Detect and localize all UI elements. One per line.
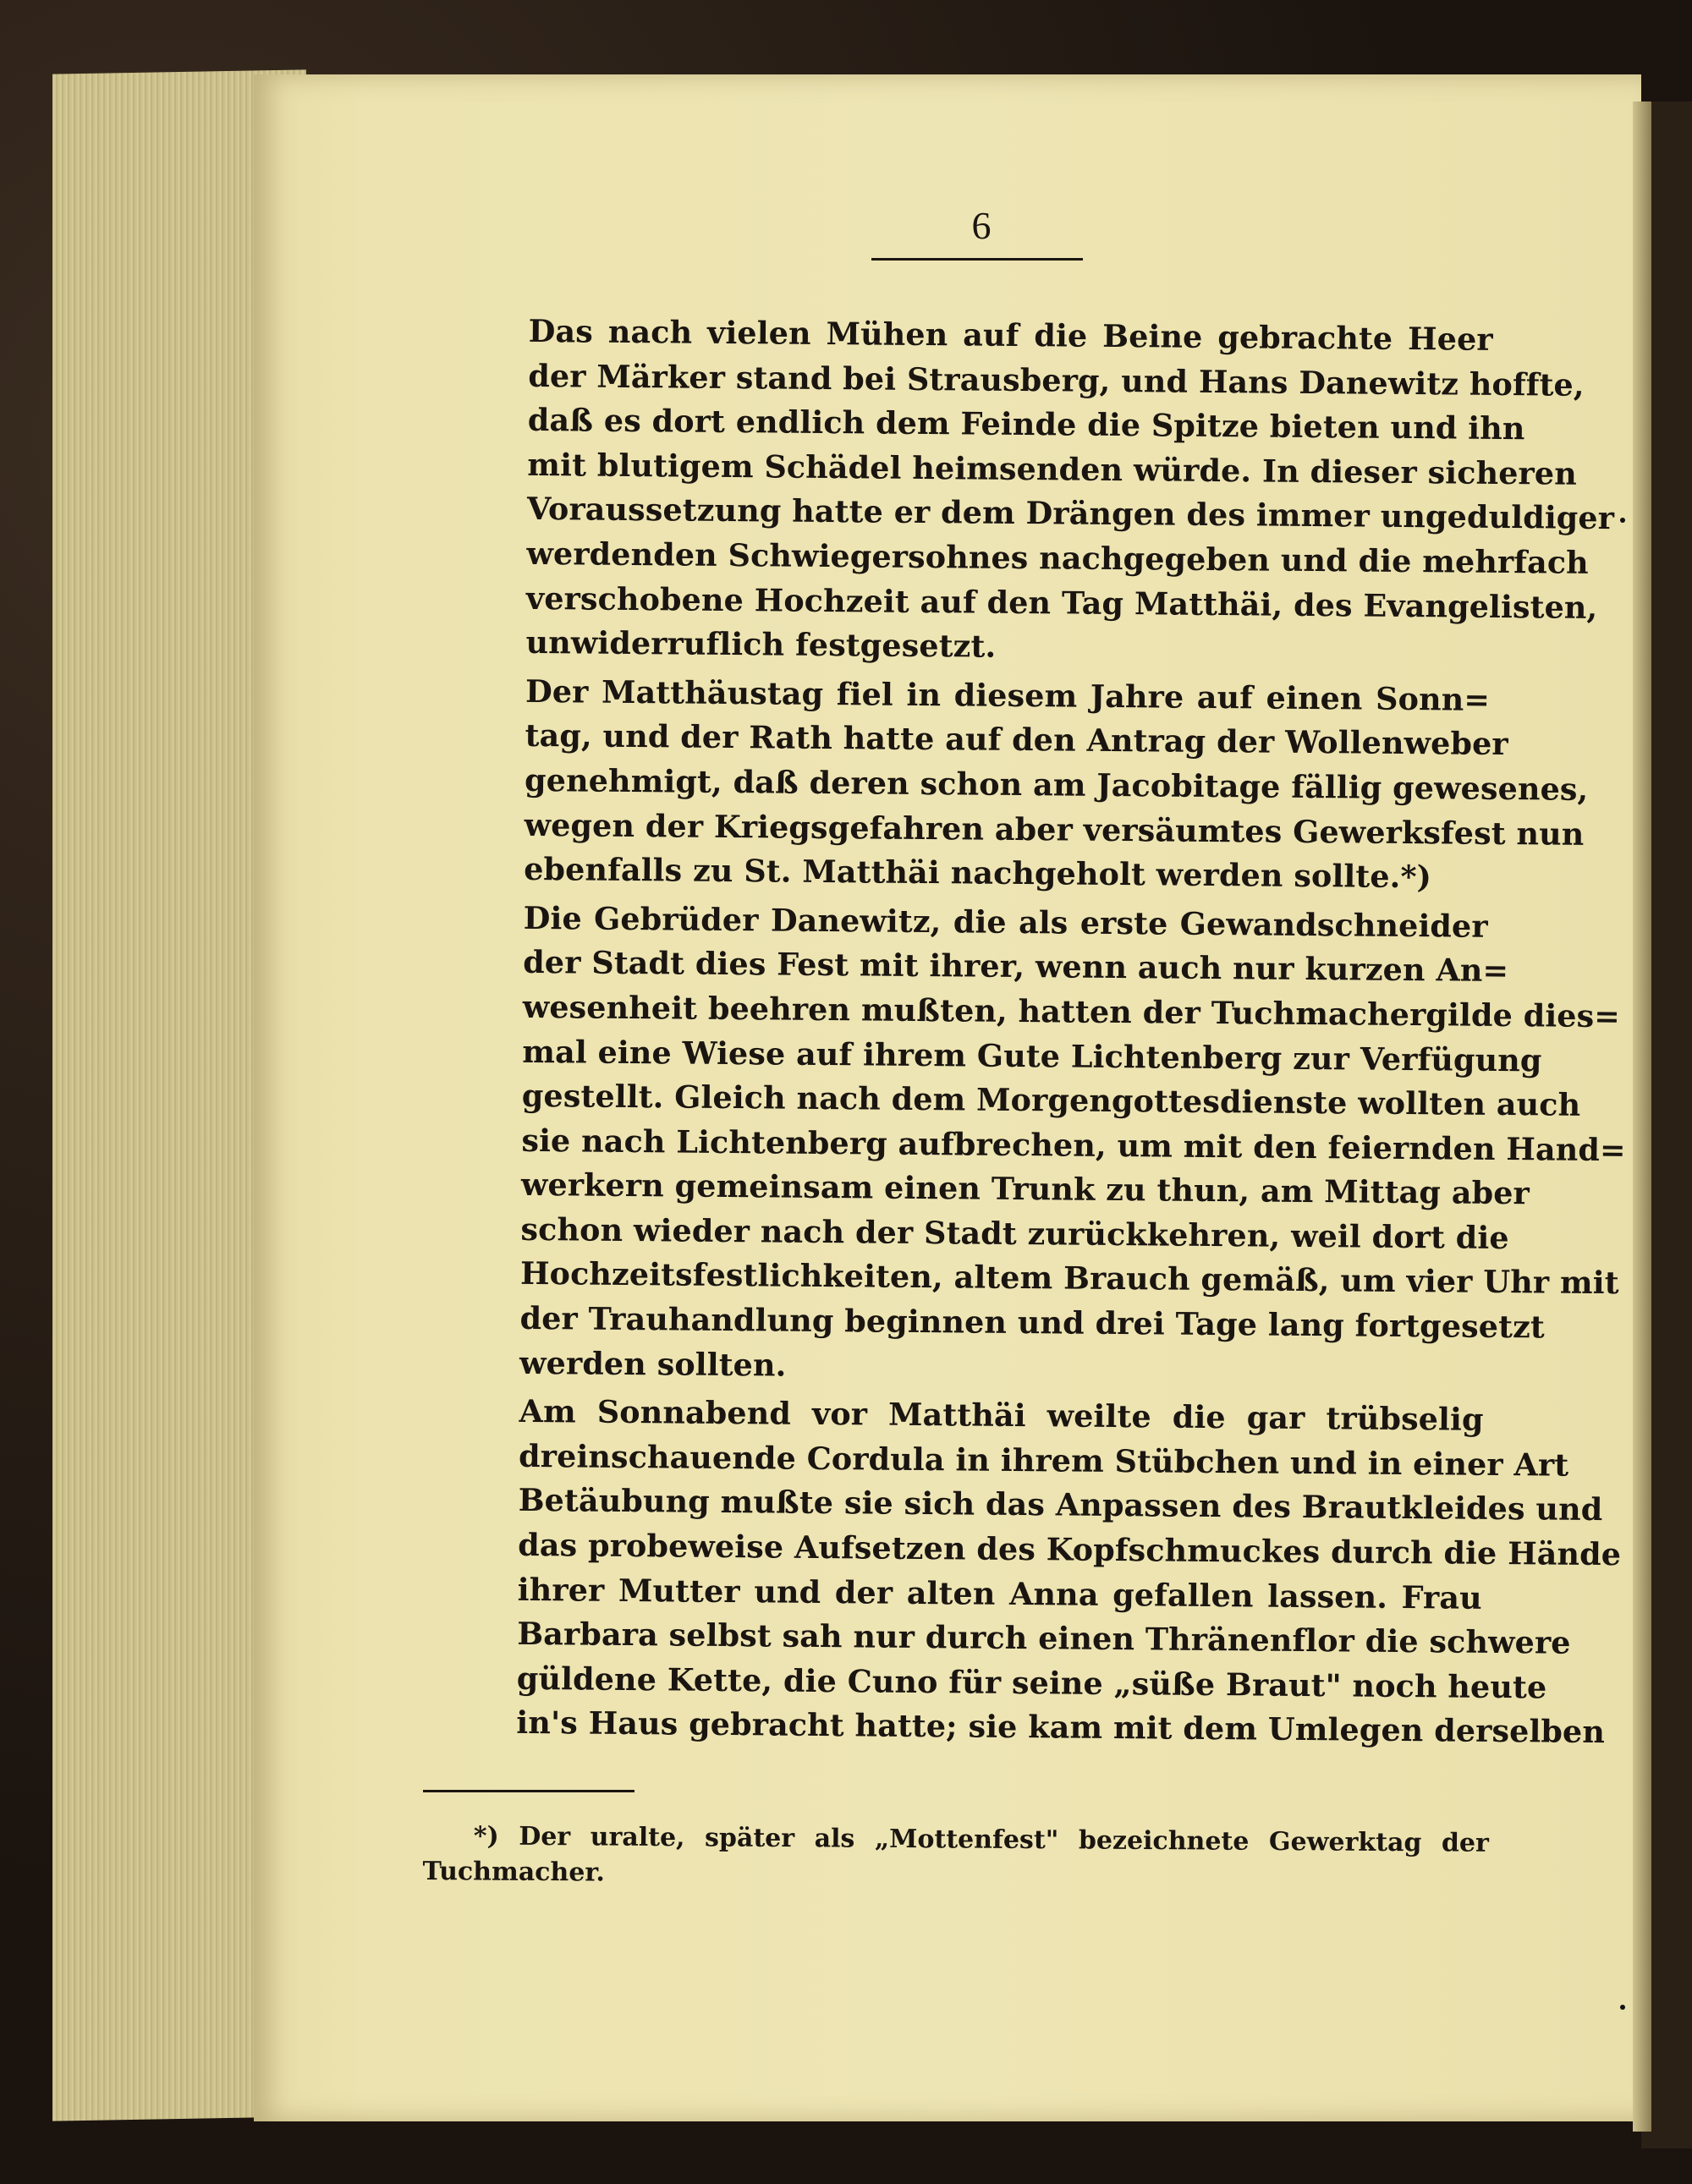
text-line: genehmigt, daß deren schon am Jacobitage fällig gewesenes, [524,761,1589,808]
text-line: ihrer Mutter und der alten Anna gefallen lassen. Frau [517,1571,1482,1616]
text-line: in's Haus gebracht hatte; sie kam mit dem Umlegen derselben [516,1704,1606,1751]
ink-speck [1620,518,1625,523]
text-line: Voraussetzung hatte er dem Drängen des immer ungeduldiger [526,491,1615,537]
text-line: wegen der Kriegsgefahren aber versäumtes Gewerksfest nun [524,806,1585,853]
text-line: Der Matthäustag fiel in diesem Jahre auf einen Sonn= [525,672,1491,718]
paragraph-2 [435,669,1589,901]
footnote [422,1819,1489,1897]
text-line: schon wieder nach der Stadt zurückkehren, weil dort die [520,1210,1509,1256]
text-line: tag, und der Rath hatte auf den Antrag der Wollenweber [525,717,1508,763]
text-line: verschobene Hochzeit auf den Tag Matthäi, des Evangelisten, [525,579,1598,626]
paragraph-1 [437,309,1615,674]
text-line: das probeweise Aufsetzen des Kopfschmuckes durch die Hände [518,1526,1622,1573]
text-line: Barbara selbst sah nur durch einen Thränenflor die schwere [517,1616,1571,1661]
text-line: unwiderruflich festgesetzt. [525,624,997,665]
text-line: Die Gebrüder Danewitz, die als erste Gewandschneider [523,899,1488,945]
text-line: mit blutigem Schädel heimsenden würde. In dieser sicheren [527,446,1578,492]
footnote-line: *) Der uralte, später als „Mottenfest" bezeichnete Gewerktag der [473,1821,1489,1858]
paragraph-3 [431,896,1626,1394]
text-line: güldene Kette, die Cuno für seine „süße Braut" noch heute [516,1660,1547,1706]
text-line: Das nach vielen Mühen auf die Beine gebrachte Heer [528,312,1493,358]
page-number: 6 [971,204,992,247]
text-line: dreinschauende Cordula in ihrem Stübchen und in einer Art [518,1437,1569,1484]
footnote-line: Tuchmacher. [422,1856,605,1888]
text-line: werkern gemeinsam einen Trunk zu thun, am Mittag aber [520,1166,1530,1212]
text-line: Betäubung mußte sie sich das Anpassen des Brautkleides und [518,1482,1603,1528]
text-line: sie nach Lichtenberg aufbrechen, um mit den feiernden Hand= [521,1122,1626,1168]
right-page-edge [1633,102,1651,2132]
text-line: der Märker stand bei Strausberg, und Hans Danewitz hoffte, [528,357,1585,403]
text-line: gestellt. Gleich nach dem Morgengottesdienste wollten auch [521,1077,1581,1123]
text-line: Hochzeitsfestlichkeiten, altem Brauch gemäß, um vier Uhr mit [519,1255,1619,1302]
text-line: wesenheit beehren mußten, hatten der Tuchmachergilde dies= [522,988,1621,1035]
body-text [427,309,1626,1759]
ink-speck [1620,2005,1625,2010]
text-line: ebenfalls zu St. Matthäi nachgeholt werden sollte.*) [524,851,1432,896]
text-line: daß es dort endlich dem Feinde die Spitze bieten und ihn [527,402,1525,447]
text-line: werdenden Schwiegersohnes nachgegeben und die mehrfach [526,535,1589,581]
text-line: werden sollten. [519,1344,787,1384]
paragraph-4 [427,1389,1622,1754]
text-line: Am Sonnabend vor Matthäi weilte die gar trübselig [519,1393,1484,1439]
footnote-rule [423,1790,634,1792]
text-line: mal eine Wiese auf ihrem Gute Lichtenberg zur Verfügung [522,1033,1542,1078]
text-line: der Trauhandlung beginnen und drei Tage lang fortgesetzt [519,1299,1546,1346]
text-line: der Stadt dies Fest mit ihrer, wenn auch nur kurzen An= [523,944,1509,990]
page-number-rule [871,258,1083,261]
